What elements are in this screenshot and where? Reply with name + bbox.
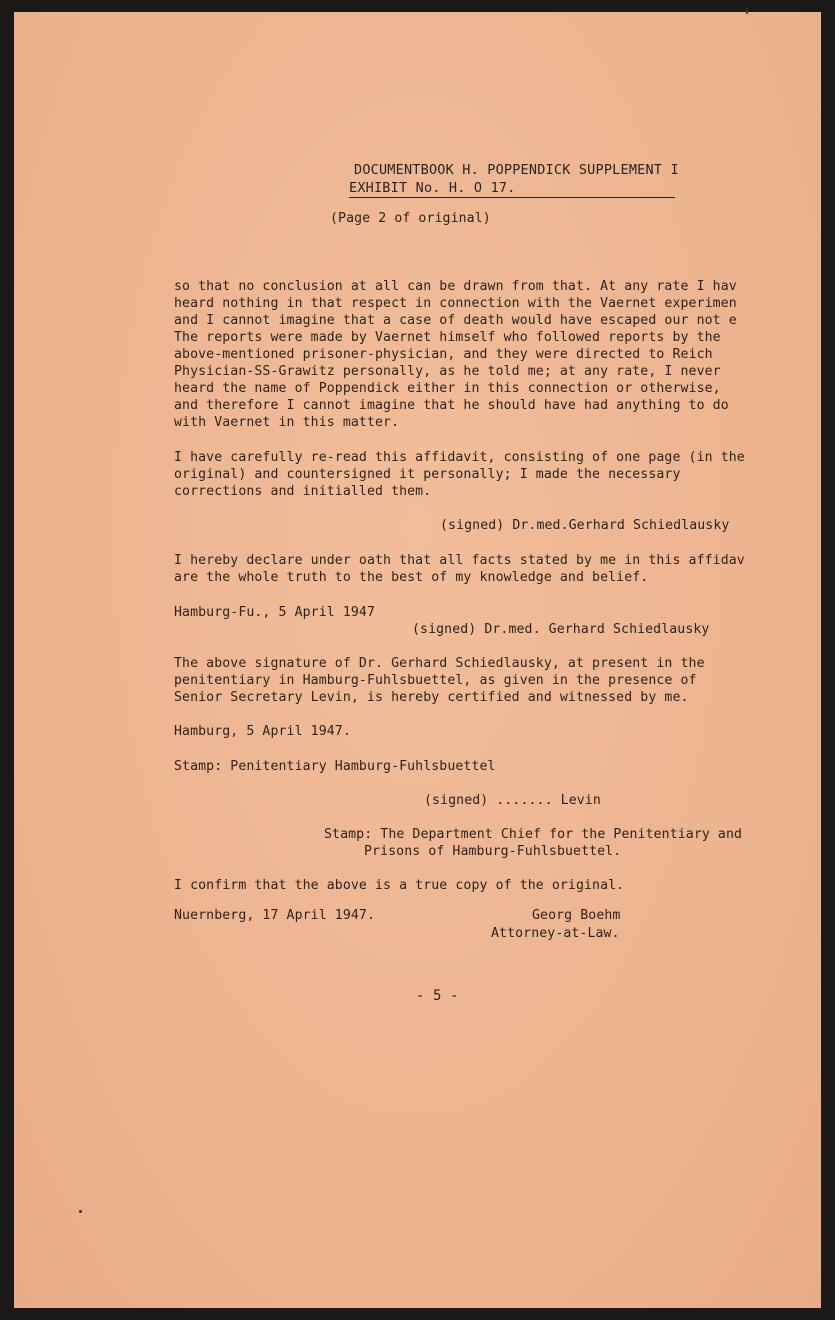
para1-line: so that no conclusion at all can be drawn from that. At any rate I hav xyxy=(174,279,737,294)
para4-line: Senior Secretary Levin, is hereby certified and witnessed by me. xyxy=(174,690,689,705)
documentbook-header: DOCUMENTBOOK H. POPPENDICK SUPPLEMENT I xyxy=(354,162,679,178)
exhibit-number xyxy=(349,180,675,198)
confirmation-statement: I confirm that the above is a true copy of the original. xyxy=(174,878,625,893)
para3-line: I hereby declare under oath that all facts stated by me in this affidav xyxy=(174,553,745,568)
para1-line: with Vaernet in this matter. xyxy=(174,415,400,430)
stamp-penitentiary: Stamp: Penitentiary Hamburg-Fuhlsbuettel xyxy=(174,759,496,774)
stamp-department-line: Prisons of Hamburg-Fuhlsbuettel. xyxy=(364,844,622,859)
place-date-2: Hamburg, 5 April 1947. xyxy=(174,724,351,739)
signer-name: Georg Boehm xyxy=(532,908,621,923)
para4-line: The above signature of Dr. Gerhard Schiedlausky, at present in the xyxy=(174,656,705,671)
signature-line-3: (signed) ....... Levin xyxy=(424,793,601,808)
para1-line: Physician-SS-Grawitz personally, as he told me; at any rate, I never xyxy=(174,364,721,379)
place-date-1: Hamburg-Fu., 5 April 1947 xyxy=(174,605,375,620)
para1-line: and therefore I cannot imagine that he should have had anything to do xyxy=(174,398,729,413)
para2-line: I have carefully re-read this affidavit, consisting of one page (in the xyxy=(174,450,745,465)
para1-line: heard the name of Poppendick either in this connection or otherwise, xyxy=(174,381,721,396)
signature-line-2: (signed) Dr.med. Gerhard Schiedlausky xyxy=(412,622,710,637)
paper-speck xyxy=(746,8,748,14)
para4-line: penitentiary in Hamburg-Fuhlsbuettel, as given in the presence of xyxy=(174,673,697,688)
page-reference: (Page 2 of original) xyxy=(330,211,491,226)
para1-line: heard nothing in that respect in connection with the Vaernet experimen xyxy=(174,296,737,311)
para2-line: corrections and initialled them. xyxy=(174,484,432,499)
para3-line: are the whole truth to the best of my knowledge and belief. xyxy=(174,570,649,585)
para1-line: above-mentioned prisoner-physician, and they were directed to Reich xyxy=(174,347,713,362)
paper-speck xyxy=(79,1210,82,1213)
para1-line: The reports were made by Vaernet himself who followed reports by the xyxy=(174,330,721,345)
para2-line: original) and countersigned it personally; I made the necessary xyxy=(174,467,681,482)
signer-title: Attorney-at-Law. xyxy=(491,926,620,941)
page-number: - 5 - xyxy=(416,988,459,1004)
exhibit-number-text: EXHIBIT No. H. O 17. xyxy=(349,180,675,198)
stamp-department-line: Stamp: The Department Chief for the Penitentiary and xyxy=(324,827,743,842)
para1-line: and I cannot imagine that a case of death would have escaped our not e xyxy=(174,313,737,328)
place-date-3: Nuernberg, 17 April 1947. xyxy=(174,908,375,923)
signature-line-1: (signed) Dr.med.Gerhard Schiedlausky xyxy=(440,518,730,533)
document-page xyxy=(14,12,821,1308)
